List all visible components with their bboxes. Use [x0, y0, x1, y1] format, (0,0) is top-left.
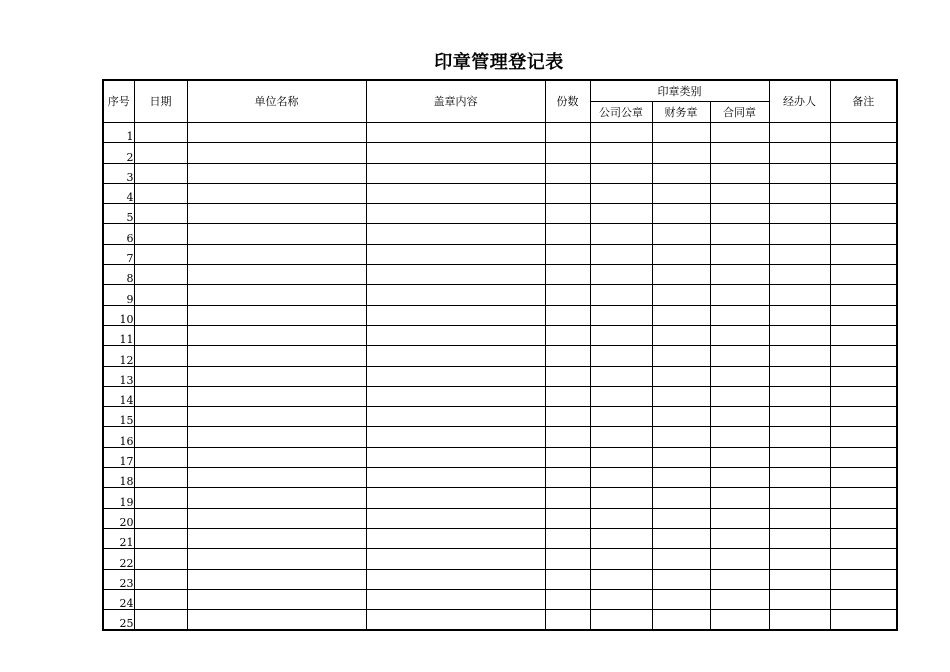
company-seal-cell[interactable] [590, 224, 652, 244]
table-row [103, 325, 897, 345]
handler-cell[interactable] [769, 285, 830, 305]
company-seal-cell[interactable] [590, 488, 652, 508]
copies-cell[interactable] [545, 123, 590, 143]
copies-cell[interactable] [545, 427, 590, 447]
finance-seal-cell[interactable] [652, 325, 710, 345]
handler-cell[interactable] [769, 123, 830, 143]
contract-seal-cell[interactable] [710, 549, 769, 569]
date-cell[interactable] [134, 346, 187, 366]
unit-name-cell[interactable] [187, 285, 366, 305]
contract-seal-cell[interactable] [710, 407, 769, 427]
finance-seal-cell[interactable] [652, 123, 710, 143]
unit-name-cell[interactable] [187, 224, 366, 244]
row-number: 16 [103, 427, 134, 447]
company-seal-cell[interactable] [590, 163, 652, 183]
finance-seal-cell[interactable] [652, 285, 710, 305]
unit-name-cell[interactable] [187, 610, 366, 631]
row-number: 14 [103, 386, 134, 406]
date-cell[interactable] [134, 488, 187, 508]
date-cell[interactable] [134, 325, 187, 345]
copies-cell[interactable] [545, 265, 590, 285]
company-seal-cell[interactable] [590, 265, 652, 285]
table-row [103, 366, 897, 386]
remarks-cell[interactable] [830, 325, 897, 345]
company-seal-cell[interactable] [590, 407, 652, 427]
handler-cell[interactable] [769, 427, 830, 447]
content-cell[interactable] [366, 610, 545, 631]
company-seal-cell[interactable] [590, 528, 652, 548]
page-title: 印章管理登记表 [434, 52, 564, 73]
content-cell[interactable] [366, 488, 545, 508]
handler-cell[interactable] [769, 549, 830, 569]
copies-cell[interactable] [545, 285, 590, 305]
header-seq: 序号 [103, 80, 134, 123]
content-cell[interactable] [366, 285, 545, 305]
row-number: 10 [103, 305, 134, 325]
remarks-cell[interactable] [830, 589, 897, 609]
table-row [103, 346, 897, 366]
content-cell[interactable] [366, 589, 545, 609]
content-cell[interactable] [366, 569, 545, 589]
finance-seal-cell[interactable] [652, 163, 710, 183]
company-seal-cell[interactable] [590, 468, 652, 488]
table-row [103, 143, 897, 163]
remarks-cell[interactable] [830, 305, 897, 325]
contract-seal-cell[interactable] [710, 366, 769, 386]
date-cell[interactable] [134, 265, 187, 285]
date-cell[interactable] [134, 427, 187, 447]
row-number: 13 [103, 366, 134, 386]
row-number: 8 [103, 265, 134, 285]
contract-seal-cell[interactable] [710, 224, 769, 244]
contract-seal-cell[interactable] [710, 508, 769, 528]
unit-name-cell[interactable] [187, 204, 366, 224]
table-row [103, 123, 897, 143]
remarks-cell[interactable] [830, 468, 897, 488]
finance-seal-cell[interactable] [652, 508, 710, 528]
table-row [103, 305, 897, 325]
unit-name-cell[interactable] [187, 366, 366, 386]
contract-seal-cell[interactable] [710, 528, 769, 548]
contract-seal-cell[interactable] [710, 285, 769, 305]
unit-name-cell[interactable] [187, 427, 366, 447]
remarks-cell[interactable] [830, 143, 897, 163]
content-cell[interactable] [366, 386, 545, 406]
row-number: 2 [103, 143, 134, 163]
handler-cell[interactable] [769, 305, 830, 325]
content-cell[interactable] [366, 468, 545, 488]
contract-seal-cell[interactable] [710, 386, 769, 406]
contract-seal-cell[interactable] [710, 488, 769, 508]
contract-seal-cell[interactable] [710, 346, 769, 366]
content-cell[interactable] [366, 549, 545, 569]
row-number: 7 [103, 244, 134, 264]
copies-cell[interactable] [545, 143, 590, 163]
unit-name-cell[interactable] [187, 569, 366, 589]
handler-cell[interactable] [769, 183, 830, 203]
finance-seal-cell[interactable] [652, 386, 710, 406]
handler-cell[interactable] [769, 143, 830, 163]
company-seal-cell[interactable] [590, 447, 652, 467]
unit-name-cell[interactable] [187, 265, 366, 285]
table-row [103, 610, 897, 631]
table-row [103, 569, 897, 589]
handler-cell[interactable] [769, 366, 830, 386]
remarks-cell[interactable] [830, 183, 897, 203]
content-cell[interactable] [366, 427, 545, 447]
unit-name-cell[interactable] [187, 386, 366, 406]
unit-name-cell[interactable] [187, 589, 366, 609]
date-cell[interactable] [134, 163, 187, 183]
table-row [103, 244, 897, 264]
date-cell[interactable] [134, 508, 187, 528]
content-cell[interactable] [366, 143, 545, 163]
contract-seal-cell[interactable] [710, 143, 769, 163]
handler-cell[interactable] [769, 407, 830, 427]
handler-cell[interactable] [769, 386, 830, 406]
handler-cell[interactable] [769, 244, 830, 264]
remarks-cell[interactable] [830, 285, 897, 305]
unit-name-cell[interactable] [187, 123, 366, 143]
content-cell[interactable] [366, 366, 545, 386]
table-body [103, 123, 897, 631]
company-seal-cell[interactable] [590, 366, 652, 386]
company-seal-cell[interactable] [590, 204, 652, 224]
row-number: 11 [103, 325, 134, 345]
table-row [103, 468, 897, 488]
remarks-cell[interactable] [830, 386, 897, 406]
row-number: 21 [103, 528, 134, 548]
content-cell[interactable] [366, 123, 545, 143]
date-cell[interactable] [134, 468, 187, 488]
contract-seal-cell[interactable] [710, 163, 769, 183]
unit-name-cell[interactable] [187, 325, 366, 345]
remarks-cell[interactable] [830, 610, 897, 631]
header-remarks: 备注 [830, 80, 897, 123]
company-seal-cell[interactable] [590, 569, 652, 589]
finance-seal-cell[interactable] [652, 265, 710, 285]
copies-cell[interactable] [545, 610, 590, 631]
row-number: 6 [103, 224, 134, 244]
row-number: 12 [103, 346, 134, 366]
company-seal-cell[interactable] [590, 549, 652, 569]
handler-cell[interactable] [769, 204, 830, 224]
table-row [103, 163, 897, 183]
copies-cell[interactable] [545, 204, 590, 224]
remarks-cell[interactable] [830, 407, 897, 427]
handler-cell[interactable] [769, 508, 830, 528]
handler-cell[interactable] [769, 468, 830, 488]
finance-seal-cell[interactable] [652, 468, 710, 488]
header-finance-seal: 财务章 [652, 102, 710, 123]
company-seal-cell[interactable] [590, 305, 652, 325]
company-seal-cell[interactable] [590, 183, 652, 203]
unit-name-cell[interactable] [187, 508, 366, 528]
finance-seal-cell[interactable] [652, 447, 710, 467]
contract-seal-cell[interactable] [710, 265, 769, 285]
remarks-cell[interactable] [830, 224, 897, 244]
row-number: 17 [103, 447, 134, 467]
copies-cell[interactable] [545, 569, 590, 589]
copies-cell[interactable] [545, 244, 590, 264]
company-seal-cell[interactable] [590, 285, 652, 305]
row-number: 3 [103, 163, 134, 183]
row-number: 4 [103, 183, 134, 203]
copies-cell[interactable] [545, 183, 590, 203]
remarks-cell[interactable] [830, 244, 897, 264]
contract-seal-cell[interactable] [710, 589, 769, 609]
row-number: 20 [103, 508, 134, 528]
unit-name-cell[interactable] [187, 468, 366, 488]
finance-seal-cell[interactable] [652, 427, 710, 447]
content-cell[interactable] [366, 508, 545, 528]
date-cell[interactable] [134, 386, 187, 406]
row-number: 18 [103, 468, 134, 488]
copies-cell[interactable] [545, 163, 590, 183]
remarks-cell[interactable] [830, 508, 897, 528]
date-cell[interactable] [134, 305, 187, 325]
row-number: 24 [103, 589, 134, 609]
row-number: 22 [103, 549, 134, 569]
remarks-cell[interactable] [830, 427, 897, 447]
finance-seal-cell[interactable] [652, 407, 710, 427]
copies-cell[interactable] [545, 224, 590, 244]
table-row [103, 589, 897, 609]
copies-cell[interactable] [545, 386, 590, 406]
copies-cell[interactable] [545, 366, 590, 386]
finance-seal-cell[interactable] [652, 143, 710, 163]
date-cell[interactable] [134, 244, 187, 264]
table-row [103, 183, 897, 203]
handler-cell[interactable] [769, 610, 830, 631]
finance-seal-cell[interactable] [652, 610, 710, 631]
seal-register-table [102, 79, 898, 631]
content-cell[interactable] [366, 447, 545, 467]
header-contract-seal: 合同章 [710, 102, 769, 123]
row-number: 23 [103, 569, 134, 589]
remarks-cell[interactable] [830, 204, 897, 224]
date-cell[interactable] [134, 589, 187, 609]
content-cell[interactable] [366, 528, 545, 548]
handler-cell[interactable] [769, 447, 830, 467]
header-content: 盖章内容 [366, 80, 545, 123]
company-seal-cell[interactable] [590, 589, 652, 609]
finance-seal-cell[interactable] [652, 183, 710, 203]
unit-name-cell[interactable] [187, 488, 366, 508]
remarks-cell[interactable] [830, 123, 897, 143]
row-number: 1 [103, 123, 134, 143]
copies-cell[interactable] [545, 589, 590, 609]
content-cell[interactable] [366, 204, 545, 224]
date-cell[interactable] [134, 610, 187, 631]
contract-seal-cell[interactable] [710, 325, 769, 345]
contract-seal-cell[interactable] [710, 183, 769, 203]
table-row [103, 528, 897, 548]
date-cell[interactable] [134, 285, 187, 305]
company-seal-cell[interactable] [590, 244, 652, 264]
handler-cell[interactable] [769, 528, 830, 548]
copies-cell[interactable] [545, 549, 590, 569]
contract-seal-cell[interactable] [710, 123, 769, 143]
table-row [103, 204, 897, 224]
remarks-cell[interactable] [830, 528, 897, 548]
unit-name-cell[interactable] [187, 305, 366, 325]
row-number: 9 [103, 285, 134, 305]
date-cell[interactable] [134, 549, 187, 569]
table-row [103, 265, 897, 285]
contract-seal-cell[interactable] [710, 305, 769, 325]
unit-name-cell[interactable] [187, 407, 366, 427]
handler-cell[interactable] [769, 488, 830, 508]
finance-seal-cell[interactable] [652, 305, 710, 325]
company-seal-cell[interactable] [590, 427, 652, 447]
content-cell[interactable] [366, 224, 545, 244]
remarks-cell[interactable] [830, 447, 897, 467]
content-cell[interactable] [366, 265, 545, 285]
table-row [103, 224, 897, 244]
finance-seal-cell[interactable] [652, 589, 710, 609]
copies-cell[interactable] [545, 305, 590, 325]
date-cell[interactable] [134, 183, 187, 203]
table-row [103, 488, 897, 508]
company-seal-cell[interactable] [590, 123, 652, 143]
company-seal-cell[interactable] [590, 386, 652, 406]
company-seal-cell[interactable] [590, 325, 652, 345]
company-seal-cell[interactable] [590, 143, 652, 163]
header-date: 日期 [134, 80, 187, 123]
copies-cell[interactable] [545, 508, 590, 528]
content-cell[interactable] [366, 407, 545, 427]
content-cell[interactable] [366, 346, 545, 366]
finance-seal-cell[interactable] [652, 549, 710, 569]
unit-name-cell[interactable] [187, 163, 366, 183]
row-number: 25 [103, 610, 134, 631]
content-cell[interactable] [366, 183, 545, 203]
header-company-seal: 公司公章 [590, 102, 652, 123]
date-cell[interactable] [134, 447, 187, 467]
handler-cell[interactable] [769, 265, 830, 285]
header-copies: 份数 [545, 80, 590, 123]
copies-cell[interactable] [545, 528, 590, 548]
date-cell[interactable] [134, 204, 187, 224]
company-seal-cell[interactable] [590, 346, 652, 366]
table-row [103, 386, 897, 406]
date-cell[interactable] [134, 224, 187, 244]
remarks-cell[interactable] [830, 265, 897, 285]
remarks-cell[interactable] [830, 346, 897, 366]
table-row [103, 447, 897, 467]
company-seal-cell[interactable] [590, 508, 652, 528]
copies-cell[interactable] [545, 346, 590, 366]
date-cell[interactable] [134, 143, 187, 163]
finance-seal-cell[interactable] [652, 528, 710, 548]
contract-seal-cell[interactable] [710, 468, 769, 488]
copies-cell[interactable] [545, 488, 590, 508]
header-seal-type: 印章类别 [590, 80, 769, 102]
remarks-cell[interactable] [830, 569, 897, 589]
date-cell[interactable] [134, 569, 187, 589]
content-cell[interactable] [366, 244, 545, 264]
header-handler: 经办人 [769, 80, 830, 123]
finance-seal-cell[interactable] [652, 366, 710, 386]
company-seal-cell[interactable] [590, 610, 652, 631]
copies-cell[interactable] [545, 447, 590, 467]
finance-seal-cell[interactable] [652, 346, 710, 366]
finance-seal-cell[interactable] [652, 204, 710, 224]
table-row [103, 549, 897, 569]
contract-seal-cell[interactable] [710, 204, 769, 224]
unit-name-cell[interactable] [187, 346, 366, 366]
remarks-cell[interactable] [830, 549, 897, 569]
row-number: 19 [103, 488, 134, 508]
unit-name-cell[interactable] [187, 143, 366, 163]
date-cell[interactable] [134, 123, 187, 143]
content-cell[interactable] [366, 325, 545, 345]
copies-cell[interactable] [545, 407, 590, 427]
finance-seal-cell[interactable] [652, 224, 710, 244]
contract-seal-cell[interactable] [710, 569, 769, 589]
contract-seal-cell[interactable] [710, 610, 769, 631]
handler-cell[interactable] [769, 325, 830, 345]
unit-name-cell[interactable] [187, 528, 366, 548]
remarks-cell[interactable] [830, 488, 897, 508]
unit-name-cell[interactable] [187, 183, 366, 203]
handler-cell[interactable] [769, 224, 830, 244]
remarks-cell[interactable] [830, 366, 897, 386]
unit-name-cell[interactable] [187, 447, 366, 467]
handler-cell[interactable] [769, 346, 830, 366]
remarks-cell[interactable] [830, 163, 897, 183]
content-cell[interactable] [366, 163, 545, 183]
unit-name-cell[interactable] [187, 549, 366, 569]
table-row [103, 407, 897, 427]
table-row [103, 285, 897, 305]
content-cell[interactable] [366, 305, 545, 325]
handler-cell[interactable] [769, 589, 830, 609]
date-cell[interactable] [134, 528, 187, 548]
finance-seal-cell[interactable] [652, 244, 710, 264]
header-unit-name: 单位名称 [187, 80, 366, 123]
handler-cell[interactable] [769, 569, 830, 589]
finance-seal-cell[interactable] [652, 569, 710, 589]
row-number: 5 [103, 204, 134, 224]
row-number: 15 [103, 407, 134, 427]
finance-seal-cell[interactable] [652, 488, 710, 508]
date-cell[interactable] [134, 366, 187, 386]
date-cell[interactable] [134, 407, 187, 427]
contract-seal-cell[interactable] [710, 427, 769, 447]
table-row [103, 427, 897, 447]
contract-seal-cell[interactable] [710, 447, 769, 467]
unit-name-cell[interactable] [187, 244, 366, 264]
contract-seal-cell[interactable] [710, 244, 769, 264]
handler-cell[interactable] [769, 163, 830, 183]
copies-cell[interactable] [545, 468, 590, 488]
copies-cell[interactable] [545, 325, 590, 345]
table-row [103, 508, 897, 528]
